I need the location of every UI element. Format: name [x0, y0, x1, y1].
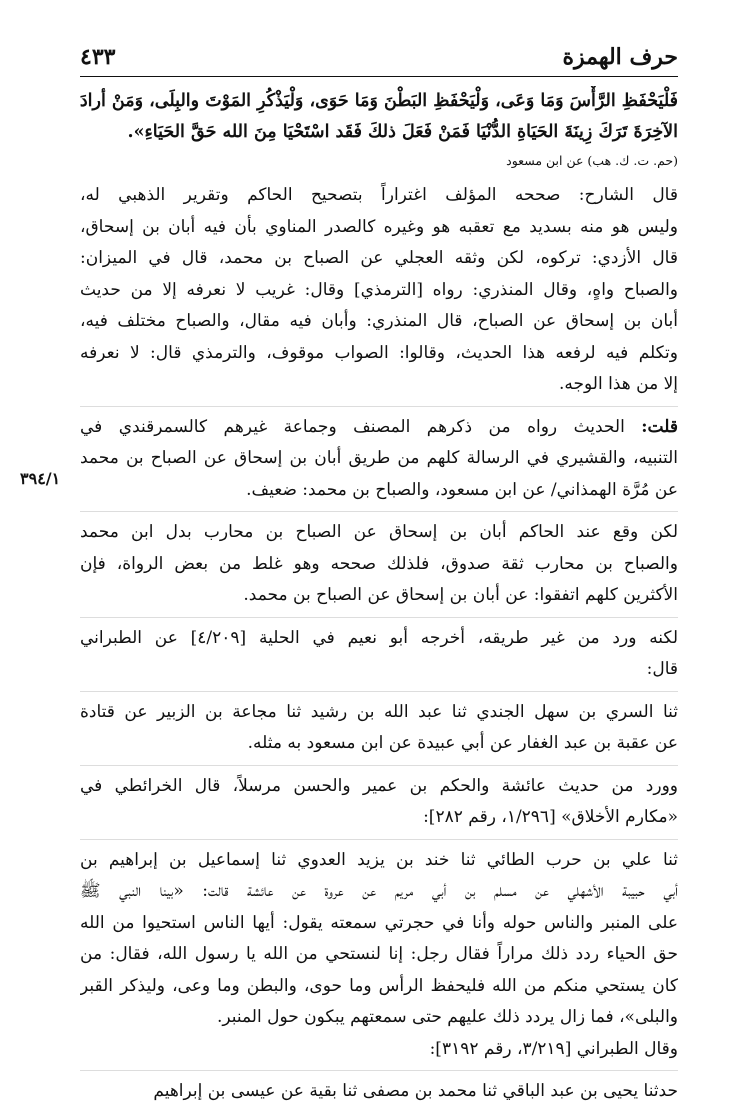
text-line: وتكلم فيه لرفعه هذا الحديث، وقالوا: الصواب موقوف، والترمذي قال: لا نعرفه	[80, 342, 678, 363]
text-line: «مكارم الأخلاق» [١/٢٩٦، رقم ٢٨٢]:	[423, 807, 678, 827]
text-line: قال:	[646, 659, 678, 679]
text-line: عن مُرَّة الهمذاني/ عن ابن مسعود، والصباح بن محمد: ضعيف.	[246, 479, 678, 500]
paragraph-divider	[80, 765, 678, 766]
text-line: قال الشارح: صححه المؤلف اغتراراً بتصحيح الحاكم وتقرير الذهبي له،	[80, 185, 678, 205]
text-line: أبان بن إسحاق عن الصباح، قال المنذري: وأبان فيه مقال، والصباح مختلف فيه،	[80, 311, 678, 331]
text-line	[80, 412, 678, 444]
hadith-line: الآخِرَةَ تَرَكَ زِينَةَ الحَيَاةِ الدُّنْيَا فَمَنْ فَعَلَ ذلكَ فَقَد اسْتَحْيَا مِنَ الله حَقَّ الحَيَاءِ».	[127, 122, 678, 142]
author-note-paragraph	[80, 412, 678, 507]
paragraph-divider	[80, 617, 678, 618]
paragraph-divider	[80, 691, 678, 692]
text-line: وورد من حديث عائشة والحكم بن عمير والحسن مرسلاً، قال الخرائطي في	[80, 775, 678, 796]
commentary-paragraph	[80, 771, 678, 834]
text-line: التنبيه، والقشيري في الرسالة كلهم من طريق أبان بن إسحاق عن الصباح بن محمد	[80, 448, 678, 468]
hadith-text	[80, 86, 678, 148]
text-line: حدثنا يحيى بن عبد الباقي ثنا محمد بن مصفى ثنا بقية عن عيسى بن إبراهيم	[153, 1081, 678, 1101]
paragraph-divider	[80, 1070, 678, 1071]
page-number: ٤٣٣	[80, 44, 116, 70]
text-line: لكن وقع عند الحاكم أبان بن إسحاق عن الصباح بن محارب بدل ابن محمد	[80, 522, 678, 542]
text-line: والصباح واهٍ، وقال المنذري: رواه [الترمذي] وقال: غريب لا نعرفه إلا من حديث	[80, 279, 678, 300]
text-line: أبي حبيبة الأشهلي عن مسلم بن أبي مريم عن عروة عن عائشة قالت: «بينا النبي ﷺ	[80, 881, 678, 901]
hadith-source: (حم. ت. ك. هب) عن ابن مسعود	[506, 153, 678, 168]
isnad-paragraph	[80, 697, 678, 760]
text-line: لكنه ورد من غير طريقه، أخرجه أبو نعيم في الحلية [٤/٢٠٩] عن الطبراني	[80, 627, 678, 648]
text-line: إلا من هذا الوجه.	[559, 374, 678, 394]
text-line: وليس هو منه بسديد مع تعقبه هو وغيره كالصدر المناوي بأن فيه أبان بن إسحاق،	[80, 216, 678, 237]
commentary-paragraph	[80, 1034, 678, 1066]
lead-word: قلت:	[641, 416, 678, 437]
hadith-line: فَلْيَحْفَظِ الرَّأْسَ وَمَا وَعَى، وَلْيَحْفَظِ البَطْنَ وَمَا حَوَى، وَلْيَذْكُرِ المَوْتَ والبِلَى، وَمَنْ أرادَ	[80, 91, 678, 111]
text-line: ثنا علي بن حرب الطائي ثنا خند بن يزيد العدوي ثنا إسماعيل بن إبراهيم بن	[80, 849, 678, 870]
text-line: والبلى»، فما زال يردد ذلك عليهم حتى سمعتهم يبكون حول المنبر.	[216, 1007, 678, 1027]
page-header	[80, 38, 678, 77]
commentary-paragraph	[80, 180, 678, 401]
commentary-paragraph	[80, 517, 678, 612]
isnad-paragraph	[80, 1076, 678, 1108]
text-line: وقال الطبراني [٣/٢١٩، رقم ٣١٩٢]:	[429, 1038, 678, 1059]
margin-reference: ٣٩٤/١	[20, 469, 61, 488]
chapter-title: حرف الهمزة	[562, 44, 678, 70]
text-line: عن عقبة بن عبد الغفار عن أبي عبيدة عن ابن مسعود به مثله.	[247, 733, 678, 753]
paragraph-divider	[80, 406, 678, 407]
text-fragment: الحديث رواه من ذكرهم المصنف وجماعة غيرهم كالسمرقندي في	[80, 416, 625, 437]
page-body	[80, 86, 678, 1108]
paragraph-divider	[80, 511, 678, 512]
commentary-paragraph	[80, 623, 678, 686]
text-line: كان يستحي منكم من الله فليحفظ الرأس وما حوى، والبطن وما وعى، وليذكر القبر	[80, 975, 678, 996]
isnad-paragraph	[80, 845, 678, 1034]
text-line: الأكثرين كلهم اتفقوا: عن أبان بن إسحاق عن الصباح بن محمد.	[243, 585, 678, 605]
paragraph-divider	[80, 839, 678, 840]
text-line: حق الحياء ردد ذلك مراراً فقال رجل: إنا لنستحي من الله يا رسول الله، فقال: من	[80, 944, 678, 964]
text-line: ثنا السري بن سهل الجندي ثنا عبد الله بن رشيد ثنا مجاعة بن الزبير عن قتادة	[80, 701, 678, 722]
text-line: والصباح بن محارب ثقة صدوق، فلذلك صححه وهو غلط من بعض الرواة، فإن	[80, 553, 678, 574]
text-line: على المنبر والناس حوله وأنا في حجرتي سمعته يقول: أيها الناس استحيوا من الله	[80, 912, 678, 933]
text-line: قال الأزدي: تركوه، لكن وثقه العجلي عن الصباح بن محمد، قال في الميزان:	[80, 248, 678, 268]
